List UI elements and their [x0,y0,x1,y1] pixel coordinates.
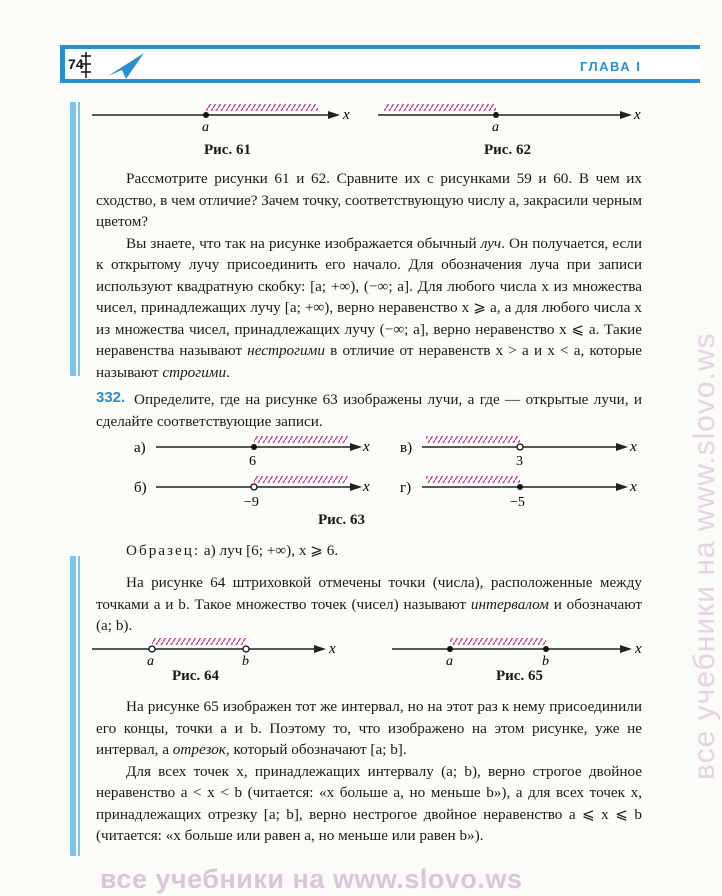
fig65-caption: Рис. 65 [496,668,543,684]
fig63-v-label: в) [400,440,413,456]
fig64-caption: Рис. 64 [172,668,219,684]
fig63-g-value: −5 [510,495,525,510]
svg-text:x: x [630,439,637,455]
fig62-point-label: a [492,120,499,135]
figure-61 [88,100,358,134]
fig63-caption: Рис. 63 [318,512,365,528]
svg-text:x: x [630,479,637,495]
fig61-caption: Рис. 61 [204,142,251,158]
fig62-axis-label: x [634,107,641,123]
svg-text:x: x [363,479,370,495]
chapter-title: ГЛАВА I [580,59,642,74]
figure-65 [390,634,650,668]
svg-text:a: a [147,654,154,669]
figure-64 [88,634,358,668]
fig63-a-value: 6 [249,454,256,469]
fig63-a-label: а) [134,440,146,456]
side-bar-top [70,102,76,376]
figure-63 [120,432,650,512]
fig63-b-value: −9 [244,495,259,510]
sample-line: Образец: а) луч [6; +∞), x ⩾ 6. [126,542,339,559]
paragraph-4: На рисунке 65 изображен тот же интервал, но на этот раз к нему присоединили его концы, точки a и b. Поэтому то, что изображено на этом рисунке, уже не интервал, а отрезок, который обозначают [a; b]. [96,698,642,758]
paragraph-1: Рассмотрите рисунки 61 и 62. Сравните их с рисунками 59 и 60. В чем их сходство, в чем отличие? Зачем точку, соответствующую числу a, закрасили черным цветом? [96,170,642,230]
svg-text:x: x [635,641,642,657]
fig62-caption: Рис. 62 [484,142,531,158]
text-block-2 [96,696,642,847]
fig63-v-value: 3 [516,454,523,469]
svg-text:b: b [242,654,249,669]
exercise-number: 332. [96,389,126,406]
fig61-point-label: a [202,120,209,135]
figure-62 [376,100,646,134]
paragraph-2: Вы знаете, что так на рисунке изображается обычный луч. Он получается, если к открытому лучу присоединить его начало. Для обозначения луча при записи используют квадратную скобку: [a; +∞), (−∞; a]. Для любого числа x из множества чисел, принадлежащих лучу [a; +∞), верно неравенство x ⩾ a, а для любого числа x из множества чисел, принадлежащих лучу (−∞; a], верно неравенство x ⩽ a. Такие неравенства называют нестрогими в отличие от неравенств x > a и x < a, которые называют строгими. [96,234,642,381]
paragraph-3: На рисунке 64 штриховкой отмечены точки (числа), расположенные между точками a и b. Такое множество точек (чисел) называют интервалом и обозначают (a; b). [96,574,642,634]
side-bar-bottom [70,556,76,856]
text-block-1 [96,168,642,383]
svg-text:x: x [363,439,370,455]
watermark-bottom: все учебники на www.slovo.ws [100,864,523,894]
paragraph-5: Для всех точек x, принадлежащих интервалу (a; b), верно строгое двойное неравенство a < x < b (читается: «x больше a, но меньше b»), а для всех точек x, принадлежащих отрезку [a; b], верно нестрогое двойное неравенство a ⩽ x ⩽ b (читается: «x больше или равен a, но меньше или равен b»). [96,762,642,844]
fig63-g-label: г) [400,480,412,496]
exercise-text: Определите, где на рисунке 63 изображены лучи, а где — открытые лучи, и сделайте соответствующие записи. [96,391,642,430]
svg-text:a: a [446,654,453,669]
page-number: 74 [68,56,84,72]
fig61-axis-label: x [343,107,350,123]
fig63-b-label: б) [134,480,147,496]
watermark-side: все учебники на www.slovo.ws [688,332,721,780]
svg-text:x: x [329,641,336,657]
svg-text:b: b [542,654,549,669]
